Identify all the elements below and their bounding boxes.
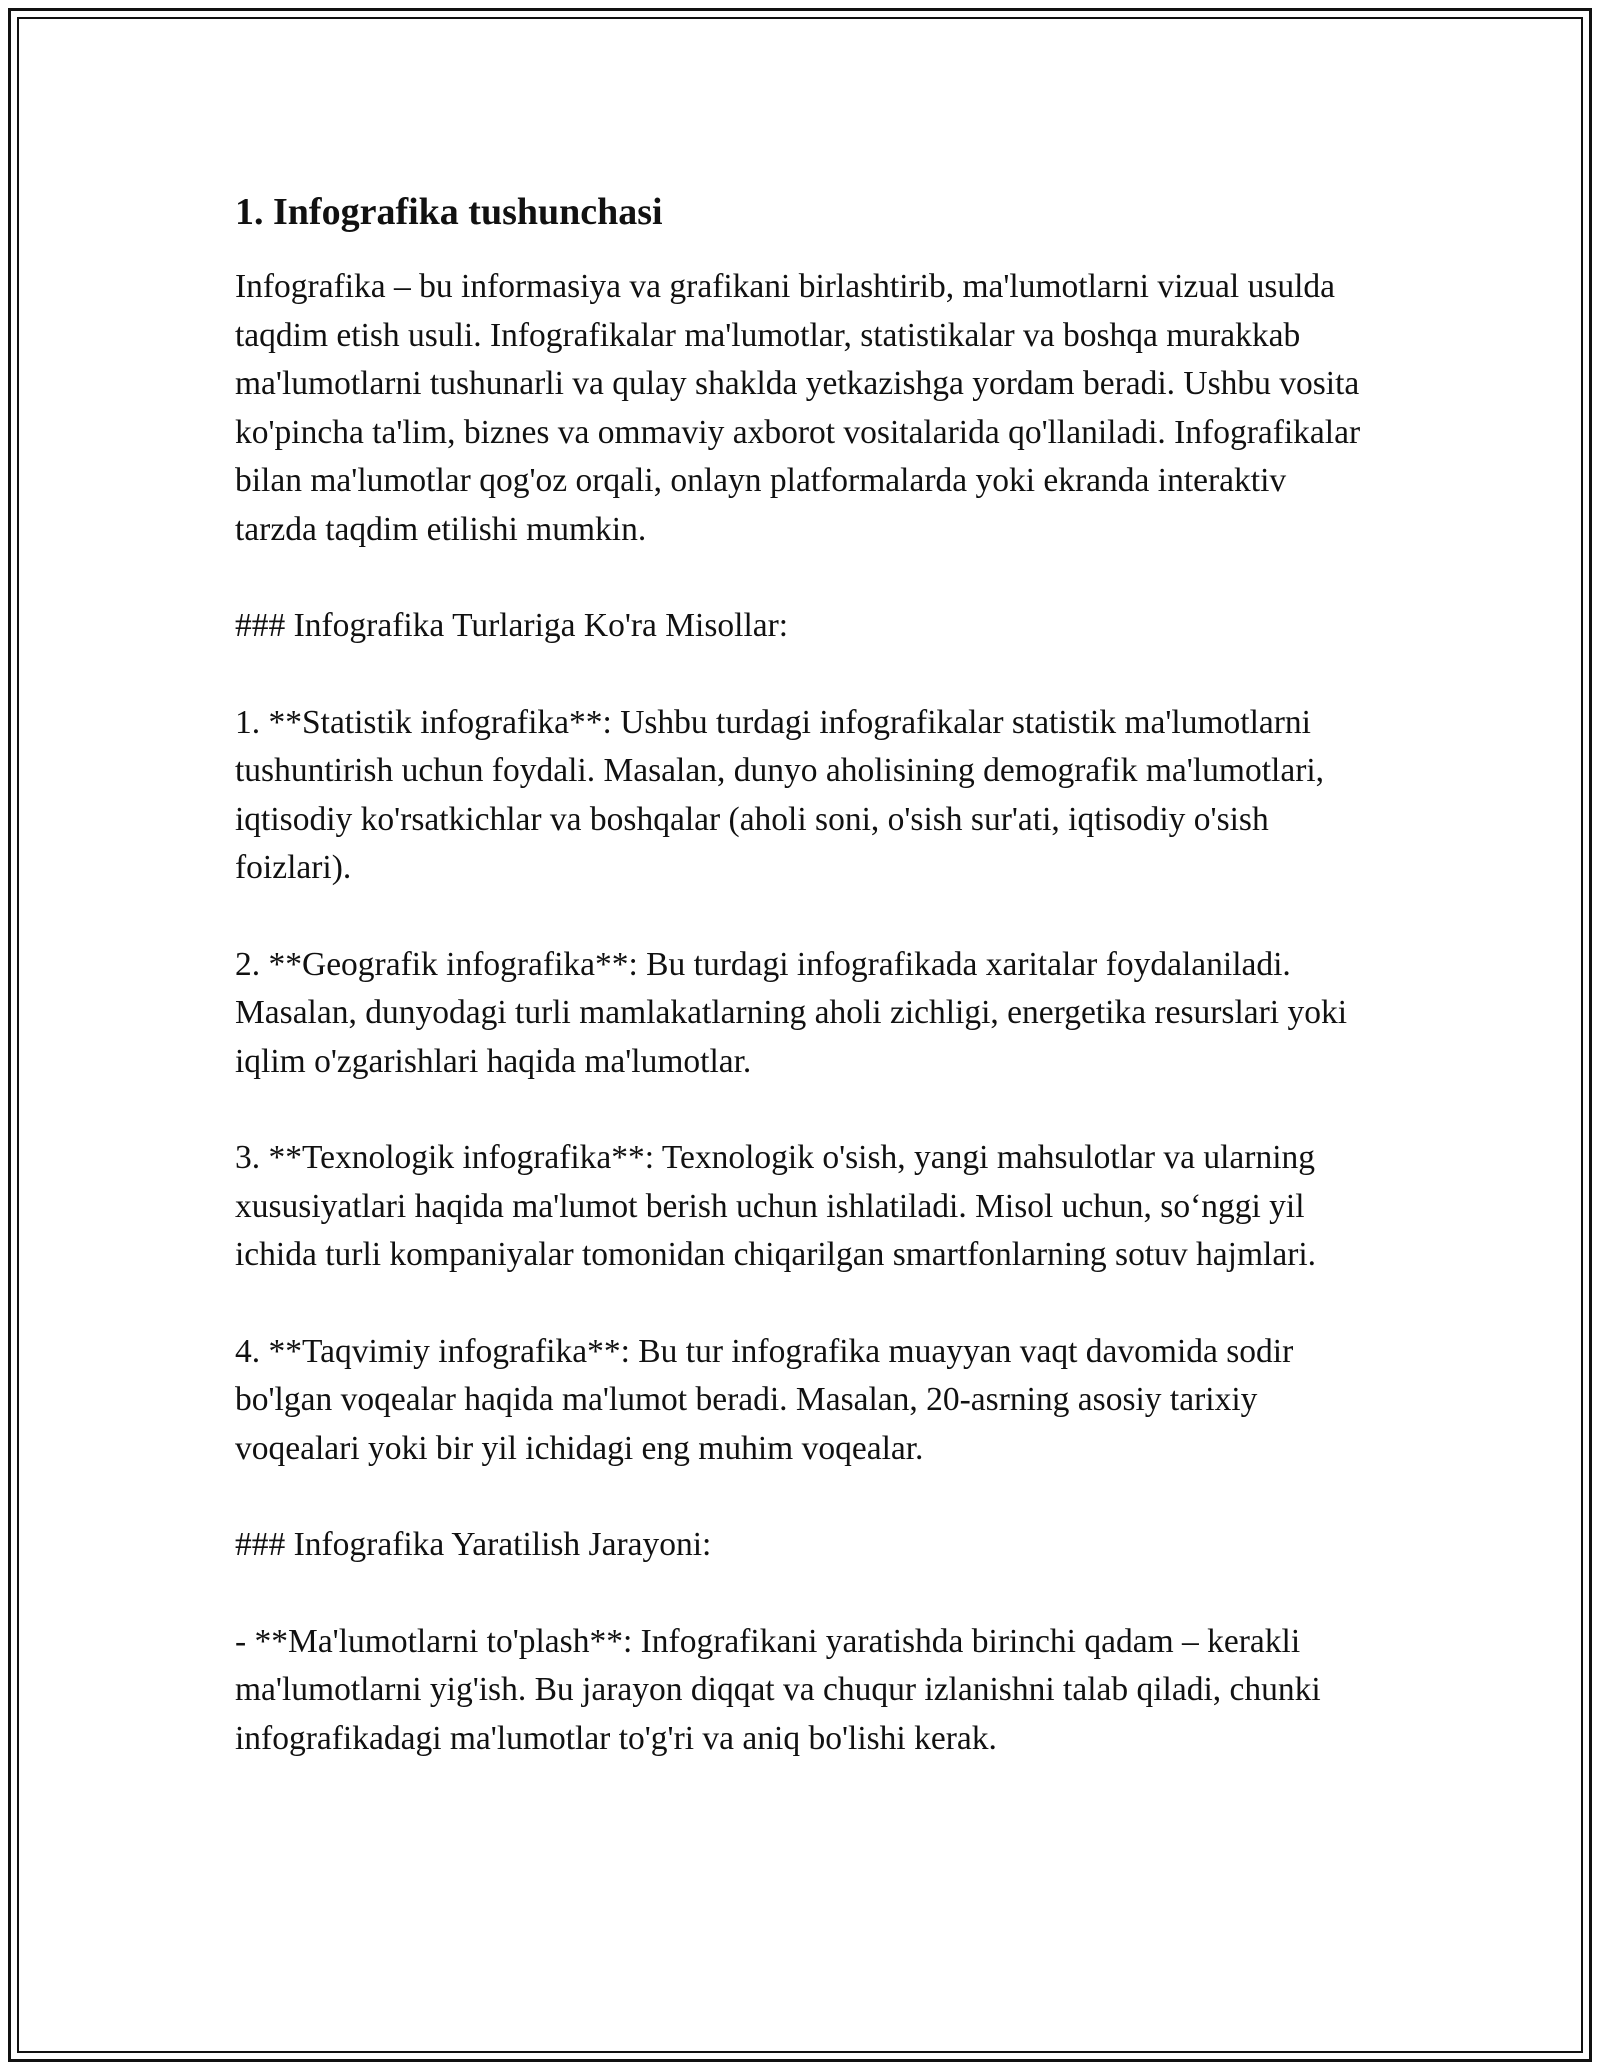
list-item-data-collection: - **Ma'lumotlarni to'plash**: Infografikani yaratishda birinchi qadam – kerakli ma'lumotlarni yig'ish. Bu jarayon diqqat va chuqur izlanishni talab qiladi, chunki infografikadagi ma'lumotlar to'g'ri va aniq bo'lishi kerak.	[235, 1622, 1321, 1757]
list-item-statistik: 1. **Statistik infografika**: Ushbu turdagi infografikalar statistik ma'lumotlarni tushuntirish uchun foydali. Masalan, dunyo aholisining demografik ma'lumotlari, iqtisodiy ko'rsatkichlar va boshqalar (aholi soni, o'sish sur'ati, iqtisodiy o'sish foizlari).	[235, 703, 1325, 886]
section-heading-process: ### Infografika Yaratilish Jarayoni:	[235, 1526, 712, 1563]
document-title: 1. Infografika tushunchasi	[235, 191, 663, 233]
document-body	[235, 183, 1365, 1811]
list-item-texnologik: 3. **Texnologik infografika**: Texnologik o'sish, yangi mahsulotlar va ularning xususiyatlari haqida ma'lumot berish uchun ishlatiladi. Misol uchun, so‘nggi yil ichida turli kompaniyalar tomonidan chiqarilgan smartfonlarning sotuv hajmlari.	[235, 1139, 1317, 1273]
intro-paragraph: Infografika – bu informasiya va grafikani birlashtirib, ma'lumotlarni vizual usulda taqdim etish usuli. Infografikalar ma'lumotlar, statistikalar va boshqa murakkab ma'lumotlarni tushunarli va qulay shaklda yetkazishga yordam beradi. Ushbu vosita ko'pincha ta'lim, biznes va ommaviy axborot vositalarida qo'llaniladi. Infografikalar bilan ma'lumotlar qog'oz orqali, onlayn platformalarda yoki ekranda interaktiv tarzda taqdim etilishi mumkin.	[235, 268, 1361, 548]
list-item-taqvimiy: 4. **Taqvimiy infografika**: Bu tur infografika muayyan vaqt davomida sodir bo'lgan voqealar haqida ma'lumot beradi. Masalan, 20-asrning asosiy tarixiy voqealari yoki bir yil ichidagi eng muhim voqealar.	[235, 1332, 1294, 1467]
section-heading-examples: ### Infografika Turlariga Ko'ra Misollar:	[235, 607, 789, 644]
list-item-geografik: 2. **Geografik infografika**: Bu turdagi infografikada xaritalar foydalaniladi. Masalan, dunyodagi turli mamlakatlarning aholi zichligi, energetika resurslari yoki iqlim o'zgarishlari haqida ma'lumotlar.	[235, 945, 1348, 1080]
